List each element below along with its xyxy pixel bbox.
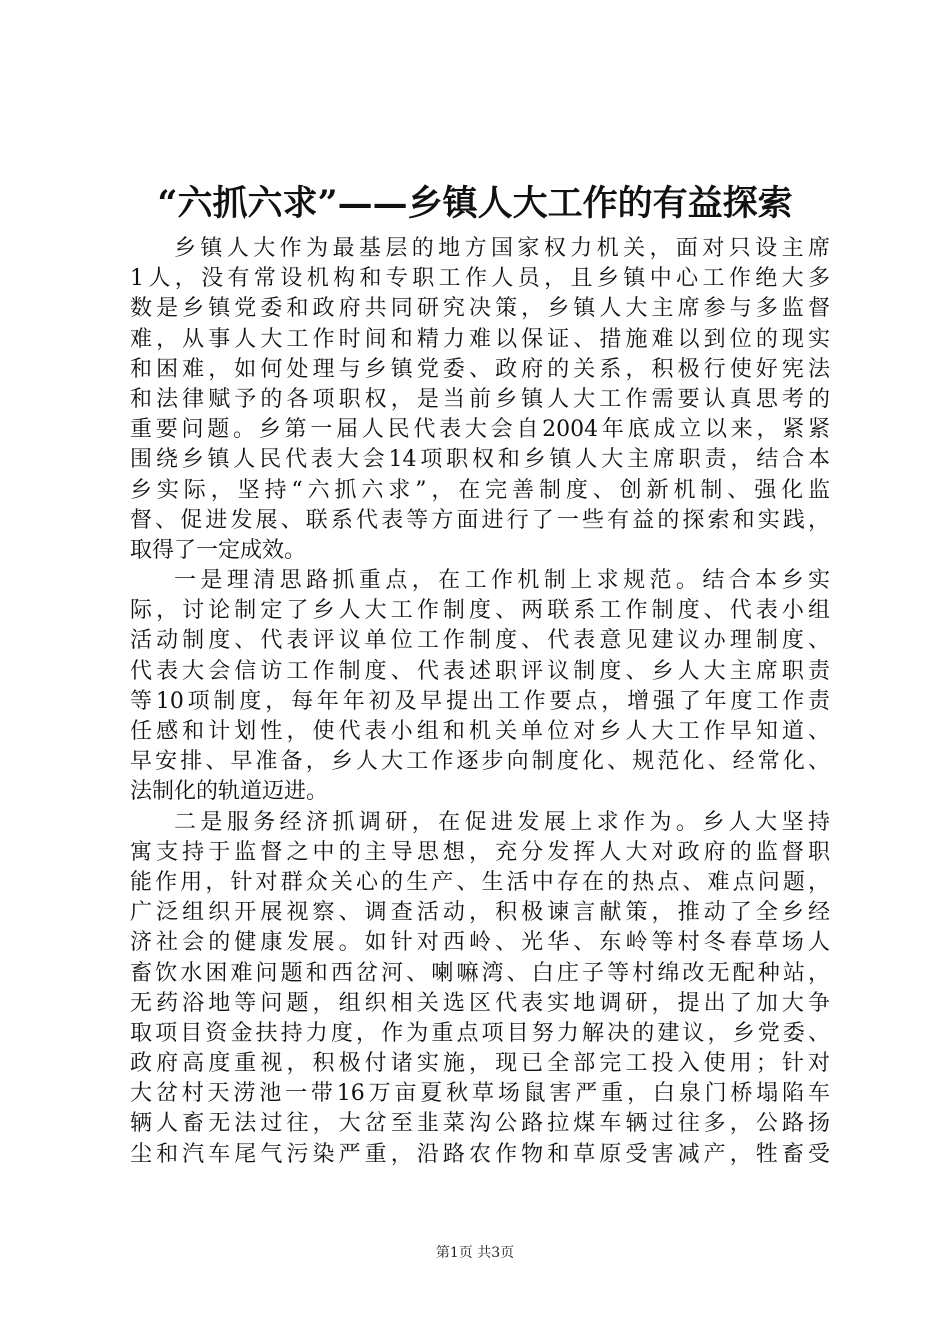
text-line: 取得了一定成效。 xyxy=(130,537,307,563)
text-line: 代表大会信访工作制度、代表述职评议制度、乡人大主席职责 xyxy=(130,658,830,684)
text-line: 尘和汽车尾气污染严重，沿路农作物和草原受害减产，牲畜受 xyxy=(130,1141,830,1167)
text-line: 畜饮水困难问题和西岔河、喇嘛湾、白庄子等村绵改无配种站， xyxy=(130,960,830,986)
text-line: 取项目资金扶持力度，作为重点项目努力解决的建议，乡党委、 xyxy=(130,1020,830,1046)
text-line: 任感和计划性，使代表小组和机关单位对乡人大工作早知道、 xyxy=(130,719,830,744)
text-line: 围绕乡镇人民代表大会14项职权和乡镇人大主席职责，结合本 xyxy=(130,447,830,473)
text-line: 重要问题。乡第一届人民代表大会自2004年底成立以来，紧紧 xyxy=(130,417,830,443)
document-body xyxy=(130,234,830,1170)
text-line: 早安排、早准备，乡人大工作逐步向制度化、规范化、经常化、 xyxy=(130,749,830,775)
text-line: 济社会的健康发展。如针对西岭、光华、东岭等村冬春草场人 xyxy=(130,930,830,956)
text-line: 广泛组织开展视察、调查活动，积极谏言献策，推动了全乡经 xyxy=(130,900,830,926)
page-number-footer: 第1页 共3页 xyxy=(435,1245,515,1261)
paragraph-two xyxy=(130,808,830,1170)
text-line: 乡实际，坚持“六抓六求”，在完善制度、创新机制、强化监 xyxy=(130,477,830,503)
text-line: 1人，没有常设机构和专职工作人员，且乡镇中心工作绝大多 xyxy=(130,266,830,292)
text-line: 辆人畜无法过往，大岔至韭菜沟公路拉煤车辆过往多，公路扬 xyxy=(130,1111,830,1137)
text-line: 大岔村天涝池一带16万亩夏秋草场鼠害严重，白泉门桥塌陷车 xyxy=(130,1081,830,1107)
text-line: 际，讨论制定了乡人大工作制度、两联系工作制度、代表小组 xyxy=(130,598,830,624)
text-line: 寓支持于监督之中的主导思想，充分发挥人大对政府的监督职 xyxy=(130,839,830,865)
text-line: 二是服务经济抓调研，在促进发展上求作为。乡人大坚持 xyxy=(174,809,830,835)
paragraph-intro xyxy=(130,234,830,566)
text-line: 和困难，如何处理与乡镇党委、政府的关系，积极行使好宪法 xyxy=(130,356,830,382)
text-line: 无药浴地等问题，组织相关选区代表实地调研，提出了加大争 xyxy=(130,990,830,1016)
text-line: 一是理清思路抓重点，在工作机制上求规范。结合本乡实 xyxy=(174,568,830,594)
text-line: 难，从事人大工作时间和精力难以保证、措施难以到位的现实 xyxy=(130,326,830,352)
paragraph-one xyxy=(130,566,830,808)
text-line: 督、促进发展、联系代表等方面进行了一些有益的探索和实践， xyxy=(130,507,830,533)
document-title: “六抓六求”——乡镇人大工作的有益探索 xyxy=(157,183,793,224)
text-line: 能作用，针对群众关心的生产、生活中存在的热点、难点问题， xyxy=(130,869,830,895)
text-line: 和法律赋予的各项职权，是当前乡镇人大工作需要认真思考的 xyxy=(130,386,830,412)
text-line: 等10项制度，每年年初及早提出工作要点，增强了年度工作责 xyxy=(130,688,830,714)
text-line: 活动制度、代表评议单位工作制度、代表意见建议办理制度、 xyxy=(130,628,830,654)
text-line: 数是乡镇党委和政府共同研究决策，乡镇人大主席参与多监督 xyxy=(130,296,830,322)
text-line: 法制化的轨道迈进。 xyxy=(130,779,329,805)
text-line: 乡镇人大作为最基层的地方国家权力机关，面对只设主席 xyxy=(174,236,830,261)
text-line: 政府高度重视，积极付诸实施，现已全部完工投入使用；针对 xyxy=(130,1051,830,1077)
